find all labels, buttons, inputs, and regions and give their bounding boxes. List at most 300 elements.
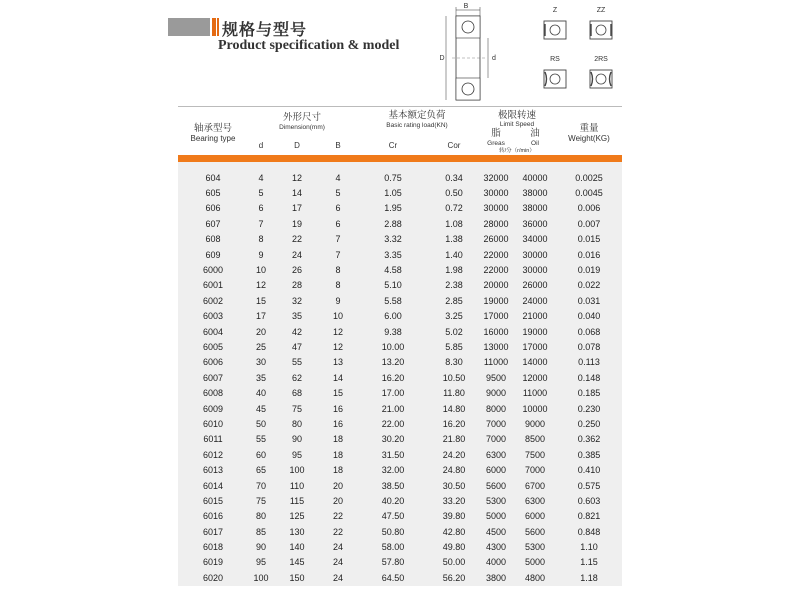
cell-speed-oil: 38000: [522, 188, 548, 199]
cell-speed-grease: 19000: [483, 295, 509, 306]
cell-B: 7: [335, 234, 341, 245]
cell-speed-grease: 5600: [485, 480, 507, 491]
cell-weight: 1.18: [580, 572, 598, 583]
cell-cr: 5.58: [384, 295, 402, 306]
cell-D: 115: [289, 495, 305, 506]
cell-model: 6010: [202, 418, 224, 429]
table-body: [178, 162, 622, 586]
th-load-cn: 基本额定负荷: [388, 110, 446, 121]
seal-label-z: Z: [552, 7, 558, 14]
cell-weight: 0.185: [577, 388, 601, 399]
cell-cr: 6.00: [384, 311, 402, 322]
cell-cr: 40.20: [381, 495, 405, 506]
th-weight-en: Weight(KG): [568, 134, 610, 143]
seal-type-rs: [538, 55, 572, 93]
cell-cor: 56.20: [442, 572, 466, 583]
cell-cr: 17.00: [381, 388, 405, 399]
cell-weight: 0.362: [577, 434, 601, 445]
table-row: [178, 524, 622, 539]
cell-d: 12: [255, 280, 266, 291]
cell-speed-grease: 13000: [483, 341, 509, 352]
cell-speed-oil: 6300: [524, 495, 546, 506]
header-orange-divider: [178, 155, 622, 162]
cell-cor: 5.85: [445, 341, 463, 352]
cell-B: 12: [332, 326, 343, 337]
cell-D: 145: [289, 557, 305, 568]
cell-D: 150: [289, 572, 305, 583]
th-weight-cn: 重量: [579, 123, 599, 134]
th-oil-en: Oil: [531, 140, 539, 147]
cell-speed-grease: 4500: [485, 526, 507, 537]
cell-model: 6014: [202, 480, 224, 491]
cell-model: 6020: [202, 572, 224, 583]
cell-speed-grease: 8000: [485, 403, 507, 414]
cell-speed-oil: 8500: [524, 434, 546, 445]
cell-D: 24: [291, 249, 302, 260]
cell-d: 95: [255, 557, 266, 568]
table-row: [178, 370, 622, 385]
cell-speed-oil: 40000: [522, 172, 548, 183]
cell-speed-grease: 6300: [485, 449, 507, 460]
cell-cor: 2.38: [445, 280, 463, 291]
cell-cor: 14.80: [442, 403, 466, 414]
cell-d: 100: [253, 572, 269, 583]
cell-weight: 0.007: [577, 218, 601, 229]
cell-weight: 0.019: [577, 265, 601, 276]
table-row: [178, 539, 622, 554]
table-row: [178, 170, 622, 185]
cell-weight: 0.022: [577, 280, 601, 291]
seal-zz-icon: [584, 16, 618, 42]
cell-weight: 0.068: [577, 326, 601, 337]
cell-d: 15: [255, 295, 266, 306]
cell-weight: 0.848: [577, 526, 601, 537]
table-row: [178, 447, 622, 462]
cell-d: 85: [255, 526, 266, 537]
th-dimension-cn: 外形尺寸: [282, 112, 321, 123]
cell-cor: 1.08: [445, 218, 463, 229]
cell-cor: 2.85: [445, 295, 463, 306]
cell-B: 16: [332, 418, 343, 429]
cell-d: 8: [258, 234, 264, 245]
cell-weight: 0.148: [577, 372, 601, 383]
cell-D: 35: [291, 311, 302, 322]
seal-type-2rs: [584, 55, 618, 93]
cell-cr: 5.10: [384, 280, 402, 291]
cell-model: 6015: [202, 495, 224, 506]
cell-cr: 10.00: [381, 341, 405, 352]
cell-model: 606: [205, 203, 221, 214]
cell-model: 6017: [202, 526, 224, 537]
cell-speed-grease: 22000: [483, 265, 509, 276]
cell-speed-grease: 4300: [485, 542, 507, 553]
cell-model: 6003: [202, 311, 224, 322]
seal-rs-icon: [538, 65, 572, 91]
cell-cor: 5.02: [445, 326, 463, 337]
cell-cor: 11.80: [443, 388, 465, 399]
cell-cr: 64.50: [381, 572, 405, 583]
cell-model: 6005: [202, 341, 224, 352]
cell-d: 30: [255, 357, 266, 368]
cell-model: 6018: [202, 542, 224, 553]
cell-speed-oil: 5600: [524, 526, 546, 537]
cell-cr: 30.20: [381, 434, 405, 445]
table-row: [178, 432, 622, 447]
cell-speed-oil: 21000: [522, 311, 548, 322]
cell-speed-oil: 30000: [522, 265, 548, 276]
th-speed-en: Limit Speed: [499, 121, 535, 128]
cell-cor: 10.50: [442, 372, 466, 383]
cell-cor: 0.34: [445, 172, 463, 183]
cell-speed-grease: 17000: [483, 311, 509, 322]
cell-d: 60: [255, 449, 266, 460]
seal-type-zz: [584, 6, 618, 44]
table-row: [178, 462, 622, 477]
cell-D: 80: [291, 418, 302, 429]
table-row: [178, 401, 622, 416]
cell-speed-oil: 30000: [522, 249, 548, 260]
cell-speed-grease: 5300: [485, 495, 507, 506]
cell-cr: 2.88: [384, 218, 402, 229]
table-row: [178, 262, 622, 277]
cell-model: 6012: [202, 449, 224, 460]
cell-cor: 1.98: [445, 265, 463, 276]
seal-type-z: [538, 6, 572, 44]
cell-cor: 8.30: [445, 357, 463, 368]
cell-B: 24: [332, 572, 343, 583]
cell-speed-oil: 11000: [522, 388, 548, 399]
cell-D: 28: [291, 280, 302, 291]
cell-speed-grease: 6000: [485, 465, 507, 476]
table-row: [178, 293, 622, 308]
cell-cr: 1.95: [384, 203, 402, 214]
cell-d: 35: [255, 372, 266, 383]
cell-speed-grease: 32000: [483, 172, 509, 183]
cell-model: 6008: [202, 388, 224, 399]
table-row: [178, 570, 622, 585]
cell-speed-grease: 4000: [485, 557, 507, 568]
table-row: [178, 216, 622, 231]
cell-cor: 24.80: [442, 465, 466, 476]
cell-model: 6013: [202, 465, 224, 476]
cell-model: 6001: [202, 280, 224, 291]
cell-D: 12: [291, 172, 302, 183]
cell-B: 18: [332, 434, 343, 445]
cell-D: 100: [289, 465, 305, 476]
cell-cor: 33.20: [442, 495, 466, 506]
page-title-en: Product specification & model: [218, 38, 400, 53]
th-dimension-en: Dimension(mm): [279, 124, 325, 131]
cell-cr: 1.05: [384, 188, 402, 199]
cell-B: 5: [335, 188, 341, 199]
cell-D: 55: [291, 357, 302, 368]
cell-B: 10: [332, 311, 343, 322]
cell-model: 6000: [202, 265, 224, 276]
th-grease-cn: 脂: [491, 128, 501, 139]
cell-d: 90: [255, 542, 266, 553]
th-bearing-type-cn: 轴承型号: [193, 123, 232, 134]
cell-weight: 0.0045: [575, 188, 603, 199]
cell-B: 8: [335, 280, 341, 291]
cell-speed-oil: 26000: [522, 280, 548, 291]
cell-d: 17: [255, 311, 266, 322]
cell-speed-oil: 7000: [524, 465, 546, 476]
cell-B: 14: [332, 372, 343, 383]
cell-B: 9: [335, 295, 341, 306]
cell-B: 8: [335, 265, 341, 276]
th-grease-en: Greas: [487, 140, 505, 147]
cell-cor: 39.80: [442, 511, 466, 522]
cell-model: 6007: [202, 372, 224, 383]
cell-weight: 0.821: [577, 511, 601, 522]
cell-d: 50: [255, 418, 266, 429]
cell-B: 22: [332, 511, 343, 522]
cell-B: 24: [332, 557, 343, 568]
cell-cr: 16.20: [381, 372, 405, 383]
cell-B: 22: [332, 526, 343, 537]
cell-cr: 21.00: [381, 403, 405, 414]
cell-cor: 30.50: [442, 480, 466, 491]
cell-speed-oil: 24000: [522, 295, 548, 306]
th-oil-cn: 油: [530, 128, 540, 139]
cell-model: 6009: [202, 403, 224, 414]
cell-D: 75: [291, 403, 302, 414]
cell-model: 6011: [203, 434, 223, 445]
cell-d: 55: [255, 434, 266, 445]
cell-d: 75: [255, 495, 266, 506]
cell-speed-grease: 3800: [485, 572, 507, 583]
cell-cor: 49.80: [442, 542, 466, 553]
cell-model: 6006: [202, 357, 224, 368]
cell-speed-oil: 6700: [524, 480, 546, 491]
cell-cr: 0.75: [384, 172, 402, 183]
cell-weight: 1.10: [580, 542, 598, 553]
cell-weight: 0.230: [577, 403, 601, 414]
seal-label-zz: ZZ: [596, 7, 606, 14]
cell-cor: 50.00: [442, 557, 466, 568]
th-bearing-type-en: Bearing type: [190, 134, 236, 143]
cell-D: 14: [291, 188, 302, 199]
cell-d: 65: [255, 465, 266, 476]
cell-cor: 0.72: [445, 203, 463, 214]
cell-B: 18: [332, 465, 343, 476]
cell-d: 20: [255, 326, 266, 337]
cell-weight: 0.603: [577, 495, 601, 506]
cell-weight: 0.006: [577, 203, 601, 214]
cell-cor: 1.38: [445, 234, 463, 245]
cell-D: 26: [291, 265, 302, 276]
cell-d: 9: [258, 249, 264, 260]
cell-D: 42: [291, 326, 302, 337]
cell-cr: 13.20: [381, 357, 405, 368]
cell-B: 16: [332, 403, 343, 414]
cell-D: 62: [291, 372, 302, 383]
cell-cor: 42.80: [442, 526, 466, 537]
cell-cor: 3.25: [445, 311, 463, 322]
table-row: [178, 509, 622, 524]
cell-B: 7: [335, 249, 341, 260]
cell-D: 140: [289, 542, 305, 553]
cell-speed-oil: 5000: [524, 557, 546, 568]
cell-speed-grease: 11000: [483, 357, 509, 368]
cell-D: 90: [291, 434, 302, 445]
cell-cr: 50.80: [381, 526, 405, 537]
cell-speed-grease: 20000: [483, 280, 509, 291]
cell-speed-grease: 16000: [483, 326, 509, 337]
cell-d: 7: [258, 218, 264, 229]
cell-cr: 47.50: [381, 511, 405, 522]
header-grey-bar: [168, 18, 210, 36]
cell-B: 24: [332, 542, 343, 553]
cell-speed-grease: 7000: [485, 434, 507, 445]
cell-d: 70: [255, 480, 266, 491]
spec-table: [178, 106, 622, 586]
cell-model: 6019: [202, 557, 224, 568]
cell-speed-oil: 10000: [522, 403, 548, 414]
cell-cr: 4.58: [384, 265, 402, 276]
cell-speed-grease: 5000: [485, 511, 507, 522]
seal-z-icon: [538, 16, 572, 42]
table-header: [178, 106, 622, 155]
cell-model: 605: [205, 188, 221, 199]
cell-D: 95: [291, 449, 302, 460]
cell-d: 80: [255, 511, 266, 522]
cell-weight: 0.410: [577, 465, 601, 476]
cell-D: 68: [291, 388, 302, 399]
cell-cor: 1.40: [445, 249, 463, 260]
cell-model: 608: [205, 234, 221, 245]
cell-speed-oil: 6000: [524, 511, 546, 522]
cell-D: 110: [289, 480, 305, 491]
cell-weight: 0.040: [577, 311, 601, 322]
seal-label-rs: RS: [550, 56, 560, 63]
cell-B: 20: [332, 495, 343, 506]
cell-weight: 0.016: [577, 249, 601, 260]
cell-model: 604: [205, 172, 221, 183]
cell-speed-grease: 30000: [483, 203, 509, 214]
diagram-label-d: d: [492, 55, 496, 62]
cell-cr: 22.00: [381, 418, 405, 429]
cell-weight: 0.575: [577, 480, 601, 491]
cell-cr: 31.50: [381, 449, 405, 460]
diagram-label-D: D: [439, 55, 445, 62]
cell-cr: 57.80: [381, 557, 405, 568]
cell-cr: 3.35: [384, 249, 402, 260]
cell-D: 22: [291, 234, 302, 245]
cell-cr: 3.32: [384, 234, 402, 245]
cell-model: 6002: [202, 295, 224, 306]
table-row: [178, 355, 622, 370]
cell-d: 25: [255, 341, 266, 352]
cell-d: 40: [255, 388, 266, 399]
table-row: [178, 339, 622, 354]
cell-speed-grease: 30000: [483, 188, 509, 199]
cell-B: 6: [335, 218, 341, 229]
cell-speed-oil: 38000: [522, 203, 548, 214]
cell-speed-oil: 12000: [522, 372, 548, 383]
th-speed-cn: 极限转速: [497, 110, 536, 121]
cell-B: 18: [332, 449, 343, 460]
cell-weight: 1.15: [580, 557, 598, 568]
cell-speed-grease: 22000: [483, 249, 509, 260]
cell-weight: 0.0025: [575, 172, 603, 183]
cell-speed-oil: 9000: [524, 418, 546, 429]
th-col-cr: Cr: [388, 141, 398, 150]
cell-d: 10: [255, 265, 266, 276]
cell-model: 609: [205, 249, 221, 260]
cell-cor: 21.80: [442, 434, 466, 445]
th-speed-unit: 转/分（r/min）: [499, 148, 535, 154]
th-col-B: B: [335, 141, 341, 150]
table-row: [178, 232, 622, 247]
cell-B: 13: [332, 357, 343, 368]
cell-cor: 16.20: [442, 418, 466, 429]
cell-d: 6: [258, 203, 264, 214]
cell-speed-oil: 7500: [524, 449, 546, 460]
th-col-cor: Cor: [447, 141, 461, 150]
cell-D: 19: [291, 218, 302, 229]
table-row: [178, 247, 622, 262]
cell-model: 607: [205, 218, 221, 229]
cell-D: 130: [289, 526, 305, 537]
cell-cr: 9.38: [384, 326, 402, 337]
table-row: [178, 309, 622, 324]
cell-cr: 38.50: [381, 480, 405, 491]
cell-weight: 0.385: [577, 449, 601, 460]
cell-D: 32: [291, 295, 302, 306]
table-row: [178, 185, 622, 200]
cell-cr: 32.00: [381, 465, 405, 476]
cell-d: 45: [255, 403, 266, 414]
cell-speed-grease: 26000: [483, 234, 509, 245]
seal-label-2rs: 2RS: [594, 56, 608, 63]
cell-D: 17: [291, 203, 302, 214]
cell-speed-oil: 17000: [522, 341, 548, 352]
cell-speed-grease: 9500: [485, 372, 507, 383]
table-row: [178, 324, 622, 339]
table-row: [178, 385, 622, 400]
header-orange-mark-thin: [217, 18, 219, 36]
cell-weight: 0.113: [578, 357, 600, 368]
cell-speed-oil: 19000: [522, 326, 548, 337]
th-load-en: Basic rating load(KN): [386, 122, 448, 129]
cell-cor: 0.50: [445, 188, 463, 199]
cell-d: 5: [258, 188, 264, 199]
seal-2rs-icon: [584, 65, 618, 91]
cell-speed-grease: 28000: [483, 218, 509, 229]
cell-weight: 0.078: [577, 341, 601, 352]
header-orange-mark: [212, 18, 216, 36]
table-row: [178, 278, 622, 293]
cell-speed-oil: 4800: [524, 572, 546, 583]
cell-B: 20: [332, 480, 343, 491]
cell-weight: 0.015: [577, 234, 601, 245]
cell-speed-oil: 5300: [524, 542, 546, 553]
cell-speed-oil: 14000: [522, 357, 548, 368]
cell-B: 6: [335, 203, 341, 214]
table-row: [178, 478, 622, 493]
cell-D: 47: [291, 341, 302, 352]
th-col-D: D: [294, 141, 300, 150]
cell-cr: 58.00: [381, 542, 405, 553]
cell-weight: 0.031: [577, 295, 601, 306]
table-row: [178, 416, 622, 431]
cell-model: 6016: [202, 511, 224, 522]
cell-B: 4: [335, 172, 341, 183]
bearing-cross-section-diagram: [434, 0, 504, 104]
table-row: [178, 201, 622, 216]
table-row: [178, 555, 622, 570]
